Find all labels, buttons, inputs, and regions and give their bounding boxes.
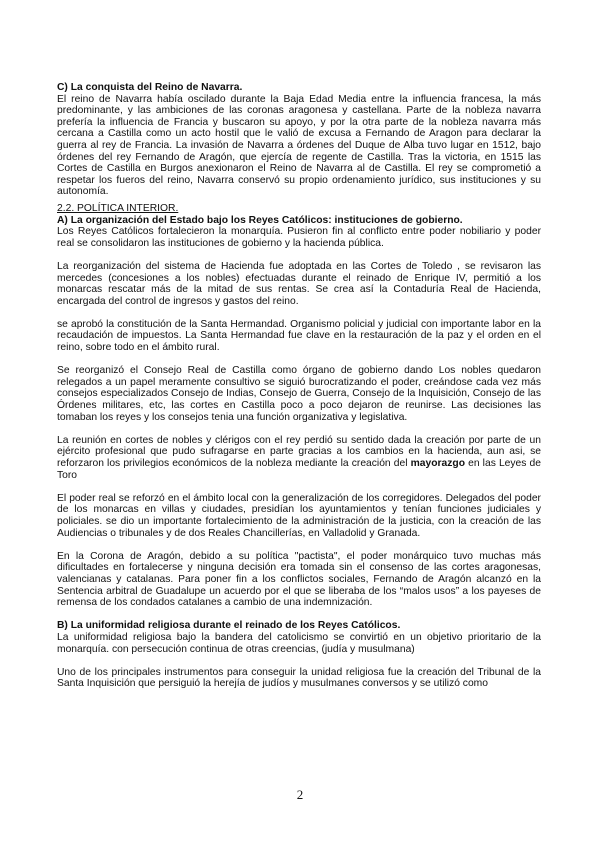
mayorazgo-term: mayorazgo xyxy=(410,458,465,469)
document-page xyxy=(57,82,541,690)
section-a-paragraph-6: El poder real se reforzó en el ámbito local con la generalización de los corregidores. Delegados del poder de los monarcas en villas y ciudades, presidían los ayuntamientos y tenían funciones judiciales y policiales. se dio un importante fortalecimiento de la administración de la justicia, con la creación de las Audiencias o tribunales y de dos Reales Chancillerías, en Valladolid y Granada. xyxy=(57,492,541,539)
section-a-paragraph-4: Se reorganizó el Consejo Real de Castilla como órgano de gobierno dando Los nobles quedaron relegados a un papel meramente consultivo se siguió burocratizando el poder, creándose cada vez más consejos especializados Consejo de Indias, Consejo de Guerra, Consejo de la Inquisición, Consejo de las Órdenes militares, etc, las cortes en Castilla poco a poco dejaron de reunirse. Las decisiones las tomaban los reyes y los consejos tenia una función organizativa y legislativa. xyxy=(57,365,541,423)
section-a-paragraph-1: Los Reyes Católicos fortalecieron la monarquía. Pusieron fin al conflicto entre poder nobiliario y poder real se consolidaron las instituciones de gobierno y la hacienda pública. xyxy=(57,226,541,249)
section-a-paragraph-2: La reorganización del sistema de Hacienda fue adoptada en las Cortes de Toledo , se revisaron las mercedes (concesiones a los nobles) efectuadas durante el reinado de Enrique IV, permitió a los monarcas rescatar más de la mitad de sus rentas. Se crea así la Contaduría Real de Hacienda, encargada del control de ingresos y gastos del reino. xyxy=(57,260,541,307)
section-a-paragraph-3: se aprobó la constitución de la Santa Hermandad. Organismo policial y judicial con importante labor en la recaudación de impuestos. La Santa Hermandad fue clave en la restauración de la paz y el orden en el reino, sobre todo en el ámbito rural. xyxy=(57,318,541,354)
section-a-heading: A) La organización del Estado bajo los Reyes Católicos: instituciones de gobierno. xyxy=(57,214,463,226)
section-c-text: El reino de Navarra había oscilado durante la Baja Edad Media entre la influencia francesa, la más predominante, y las ambiciones de las coronas aragonesa y castellana. Parte de la nobleza navarra prefería la influencia de Francia y buscaron su apoyo, y por la otra parte de la nobleza navarra más cercana a Castilla como un acto hostil que le valió de excusa a Fernando de Aragon para declarar la guerra al rey de Francia. La invasión de Navarra a órdenes del Duque de Alba tuvo lugar en 1512, bajo órdenes del rey Fernando de Aragón, que ejercía de regente de Castilla. Tras la victoria, en 1515 las Cortes de Castilla en Burgos anexionaron el Reino de Navarra al de Castilla. El rey se comprometió a respetar los fueros del reino, Navarra conservó su propio ordenamiento jurídico, sus instituciones y su autonomía. xyxy=(57,93,541,198)
section-b-paragraph-2: Uno de los principales instrumentos para conseguir la unidad religiosa fue la creación del Tribunal de la Santa Inquisición que persiguió la herejía de judíos y musulmanes conversos y se utilizó como xyxy=(57,666,541,690)
section-a-paragraph-7: En la Corona de Aragón, debido a su política "pactista", el poder monárquico tuvo muchas más dificultades en fortalecerse y ninguna decisión era tomada sin el consenso de las cortes aragonesas, valencianas y catalanas. Para poner fin a los conflictos sociales, Fernando de Aragón alcanzó en la Sentencia arbitral de Guadalupe un acuerdo por el que se liberaba de los “malos usos” a los payeses de remensa de los condados catalanes a cambio de una indemnización. xyxy=(57,550,541,609)
section-a-paragraph-5 xyxy=(57,435,541,481)
section-b-heading: B) La uniformidad religiosa durante el reinado de los Reyes Católicos. xyxy=(57,620,401,632)
paragraph-5-text-before: La reunión en cortes de nobles y clérigos con el rey perdió su sentido dada la creación por parte de un ejército profesional que pudo sufragarse en parte gracias a los cambios en la hacienda, aun asi, se reforzaron los privilegios económicos de la nobleza mediante la creación del xyxy=(57,434,541,469)
section-b-paragraph-1: La uniformidad religiosa bajo la bandera del catolicismo se convirtió en un objetivo prioritario de la monarquía. con persecución continua de otras creencias, (judía y musulmana) xyxy=(57,631,541,655)
section-2-2-heading: 2.2. POLÍTICA INTERIOR. xyxy=(57,202,179,214)
page-number: 2 xyxy=(296,787,304,802)
paragraph-5-text-after: en las Leyes de Toro xyxy=(57,458,541,481)
section-c-heading: C) La conquista del Reino de Navarra. xyxy=(57,82,243,93)
